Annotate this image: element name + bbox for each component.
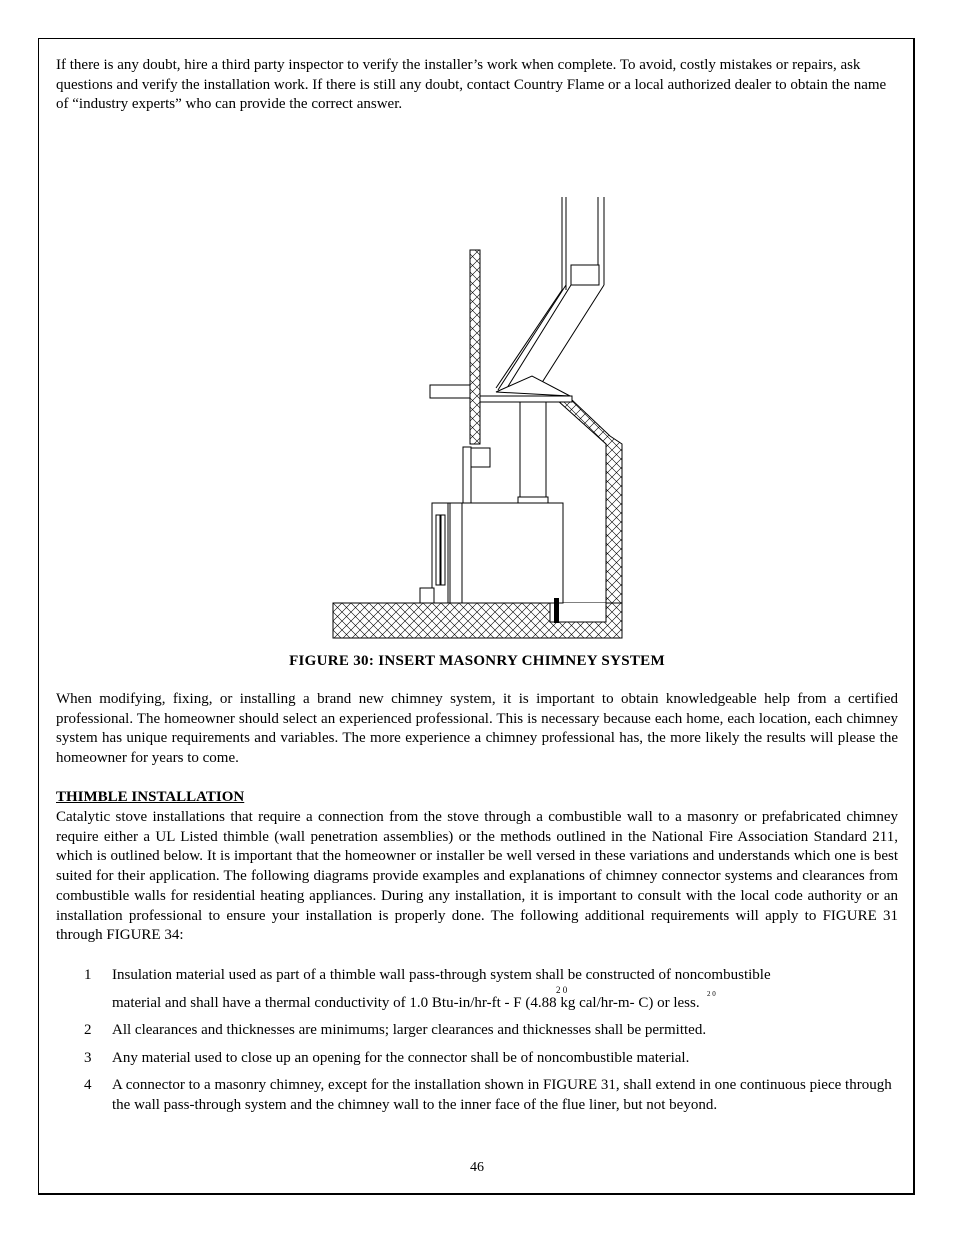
chimney-wall-masonry (557, 400, 622, 603)
list-item-text-line1: Insulation material used as part of a thimble wall pass-through system shall be constructed of noncombustible (112, 967, 771, 983)
list-item (56, 1049, 898, 1069)
list-item-text-line2: material and shall have a thermal conductivity of 1.0 Btu-in/hr-ft - F (4.88 kg cal/hr-m- C) or less. (112, 995, 700, 1011)
list-item (56, 1021, 898, 1041)
superscript: 2 0 (556, 985, 568, 995)
offset-flue (498, 285, 604, 392)
list-item-number: 4 (84, 1077, 92, 1093)
figure-caption: FIGURE 30: INSERT MASONRY CHIMNEY SYSTEM (289, 653, 665, 669)
paragraph-thimble: Catalytic stove installations that require a connection from the stove through a combustible wall to a masonry or prefabricated chimney require either a UL Listed thimble (wall penetration assemblies) or the methods outlined in the National Fire Association Standard 211, which is outlined below. It is important that the homeowner or installer be well versed in these variations and understands which one is best suited for their application. The following diagrams provide examples and explanations of chimney connector systems and clearances from combustible walls for residential heating appliances. During any installation, it is important to consult with the local code authority or an installation professional to ensure your installation is properly done. The following additional requirements will apply to FIGURE 31 through FIGURE 34: (56, 809, 898, 944)
list-item-text: All clearances and thicknesses are minimums; larger clearances and thicknesses shall be permitted. (112, 1022, 707, 1038)
list-item-text: Any material used to close up an opening for the connector shall be of noncombustible material. (112, 1050, 690, 1066)
list-item-number: 1 (84, 967, 92, 983)
seal-strip (554, 598, 559, 623)
insert-stove (448, 503, 563, 603)
damper-plate (480, 396, 572, 402)
superscript: 2 0 (707, 990, 716, 998)
list-item-text: A connector to a masonry chimney, except for the installation shown in FIGURE 31, shall extend in one continuous piece through the wall pass-through system and the chimney wall to the inner face of the flue liner, but not beyond. (112, 1077, 892, 1113)
list-item (56, 966, 898, 1014)
connector-pipe (520, 402, 546, 497)
mantel (430, 385, 470, 398)
insert-masonry-chimney-diagram (330, 195, 626, 641)
intro-paragraph: If there is any doubt, hire a third party inspector to verify the installer’s work when complete. To avoid, costly mistakes or repairs, ask questions and verify the installation work. If there is still any doubt, contact Country Flame or a local authorized dealer to obtain the name of “industry experts” who can provide the correct answer. (56, 57, 887, 113)
list-item (56, 1076, 898, 1136)
list-item-number: 2 (84, 1022, 92, 1038)
combustible-wall (470, 250, 480, 444)
paragraph-professional-help: When modifying, fixing, or installing a brand new chimney system, it is important to obtain knowledgeable help from a certified professional. The homeowner should select an experienced professional. This is necessary because each home, each location, each chimney system has unique requirements and variables. The more experience a chimney professional has, the more likely the results will please the homeowner for years to come. (56, 691, 898, 767)
damper-cap (496, 376, 570, 396)
list-item-number: 3 (84, 1050, 92, 1066)
section-heading: THIMBLE INSTALLATION (56, 789, 245, 805)
liner-collar (571, 265, 599, 285)
page-number: 46 (470, 1160, 484, 1175)
